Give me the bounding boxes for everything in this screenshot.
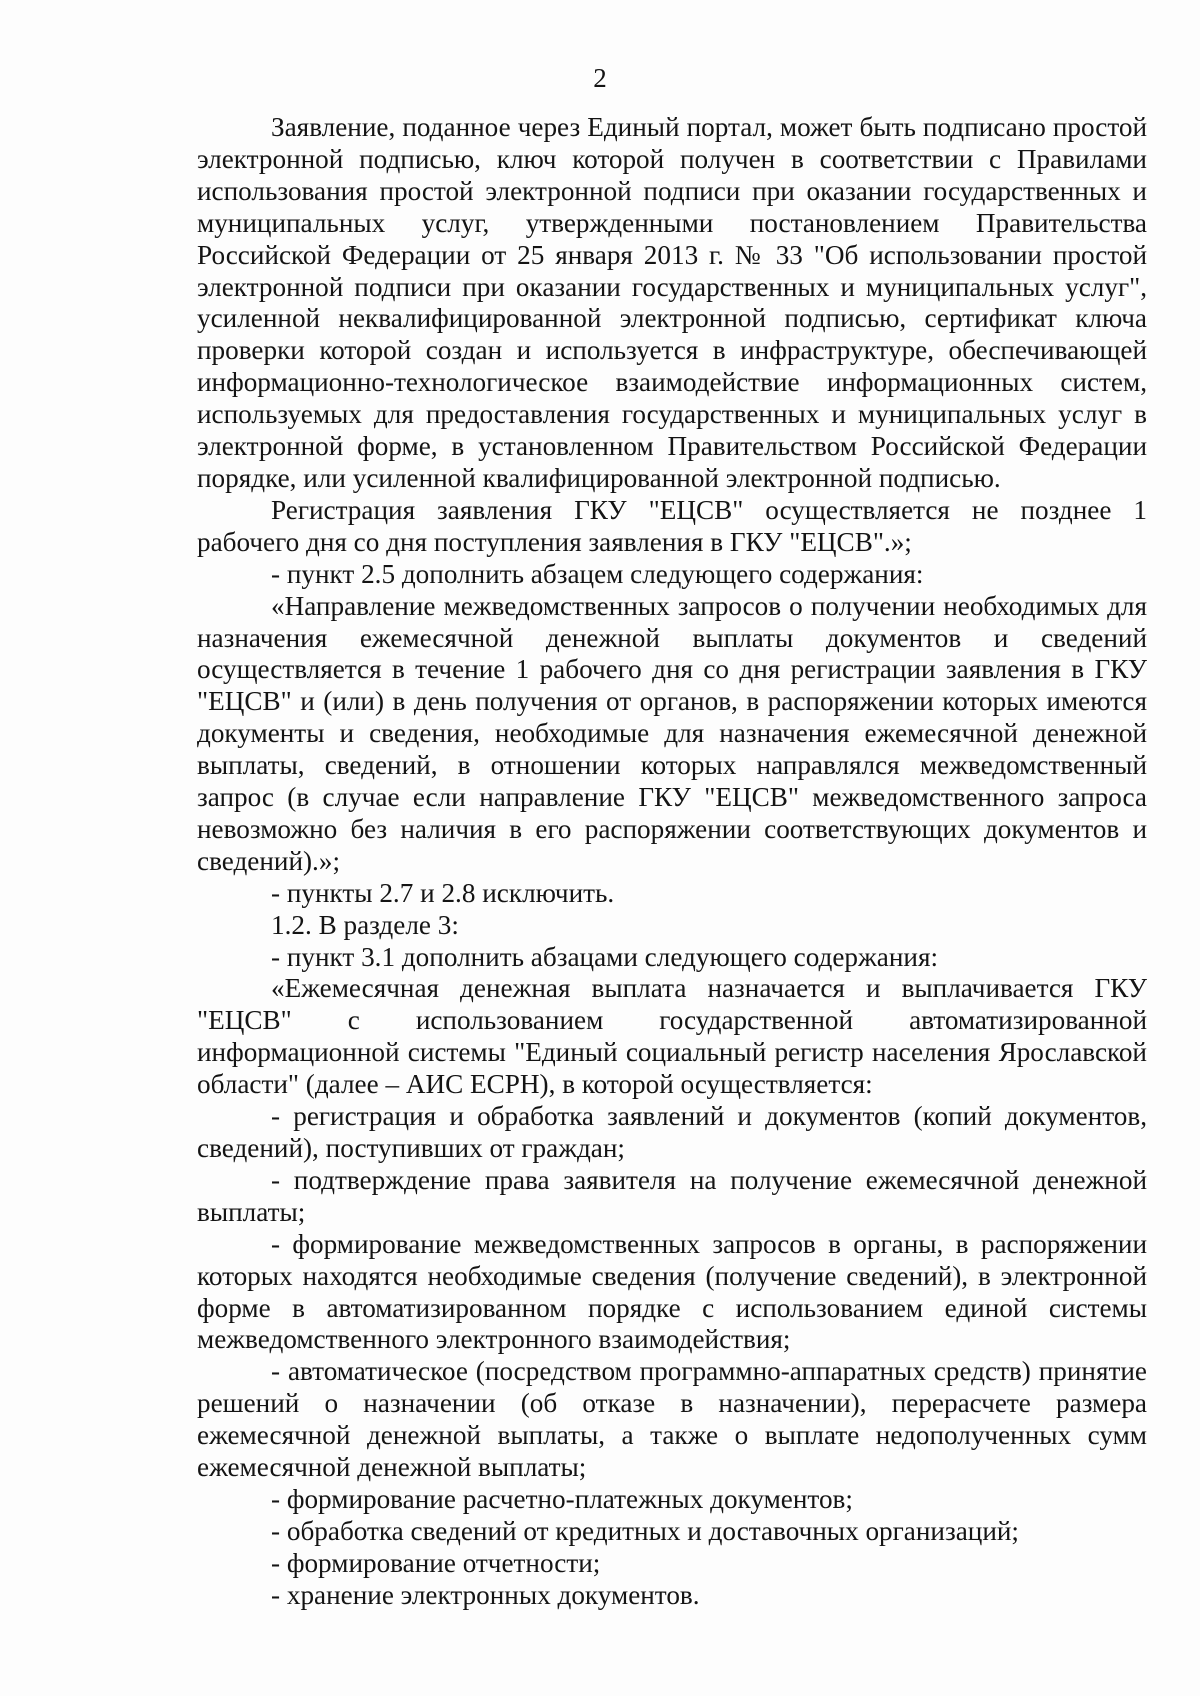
paragraph-interagency-requests: «Направление межведомственных запросов о получении необходимых для назначения ежемесячной денежной выплаты документов и сведений осуществляется в течение 1 рабочего дня со дня регистрации заявления в ГКУ "ЕЦСВ" и (или) в день получения от органов, в распоряжении которых имеются документы и сведения, необходимые для назначения ежемесячной денежной выплаты, сведений, в отношении которых направлялся межведомственный запрос (в случае если направление ГКУ "ЕЦСВ" межведомственного запроса невозможно без наличия в его распоряжении соответствующих документов и сведений).»; (197, 590, 1147, 876)
list-item-right-confirmation: - подтверждение права заявителя на получение ежемесячной денежной выплаты; (197, 1164, 1147, 1227)
paragraph-section-3: 1.2. В разделе 3: (271, 909, 459, 940)
paragraph-items-2-7-2-8: - пункты 2.7 и 2.8 исключить. (271, 877, 615, 908)
list-item-registration-processing: - регистрация и обработка заявлений и документов (копий документов, сведений), поступивших от граждан; (197, 1101, 1147, 1163)
paragraph-signature-rules: Заявление, поданное через Единый портал, может быть подписано простой электронной подписью, ключ которой получен в соответствии с Правилами использования простой электронной подписи при оказании государственных и муниципальных услуг, утвержденными постановлением Правительства Российской Федерации от 25 января 2013 г. № 33 "Об использовании простой электронной подписи при оказании государственных и муниципальных услуг", усиленной неквалифицированной электронной подписью, сертификат ключа проверки которой создан и используется в инфраструктуре, обеспечивающей информационно-технологическое взаимодействие информационных систем, используемых для предоставления государственных и муниципальных услуг в электронной форме, в установленном Правительством Российской Федерации порядке, или усиленной квалифицированной электронной подписью. (197, 112, 1147, 493)
list-item-reporting: - формирование отчетности; (271, 1547, 601, 1578)
paragraph-monthly-payment: «Ежемесячная денежная выплата назначается и выплачивается ГКУ "ЕЦСВ" с использованием государственной автоматизированной информационной системы "Единый социальный регистр населения Ярославской области" (далее – АИС ЕСРН), в которой осуществляется: (197, 973, 1147, 1100)
document-body (197, 112, 1147, 1612)
paragraph-registration: Регистрация заявления ГКУ "ЕЦСВ" осуществляется не позднее 1 рабочего дня со дня поступления заявления в ГКУ "ЕЦСВ".»; (197, 494, 1147, 557)
paragraph-item-3-1: - пункт 3.1 дополнить абзацами следующего содержания: (271, 941, 939, 972)
list-item-payment-documents: - формирование расчетно-платежных документов; (271, 1483, 853, 1514)
page-number: 2 (593, 63, 607, 93)
paragraph-item-2-5: - пункт 2.5 дополнить абзацем следующего содержания: (271, 558, 924, 589)
list-item-document-storage: - хранение электронных документов. (271, 1579, 700, 1610)
list-item-interagency-requests: - формирование межведомственных запросов в органы, в распоряжении которых находятся необходимые сведения (получение сведений), в электронной форме в автоматизированном порядке с использованием единой системы межведомственного электронного взаимодействия; (197, 1228, 1147, 1355)
list-item-bank-data-processing: - обработка сведений от кредитных и доставочных организаций; (271, 1515, 1019, 1546)
list-item-automatic-decisions: - автоматическое (посредством программно-аппаратных средств) принятие решений о назначении (об отказе в назначении), перерасчете размера ежемесячной денежной выплаты, а также о выплате недополученных сумм ежемесячной денежной выплаты; (197, 1356, 1147, 1483)
